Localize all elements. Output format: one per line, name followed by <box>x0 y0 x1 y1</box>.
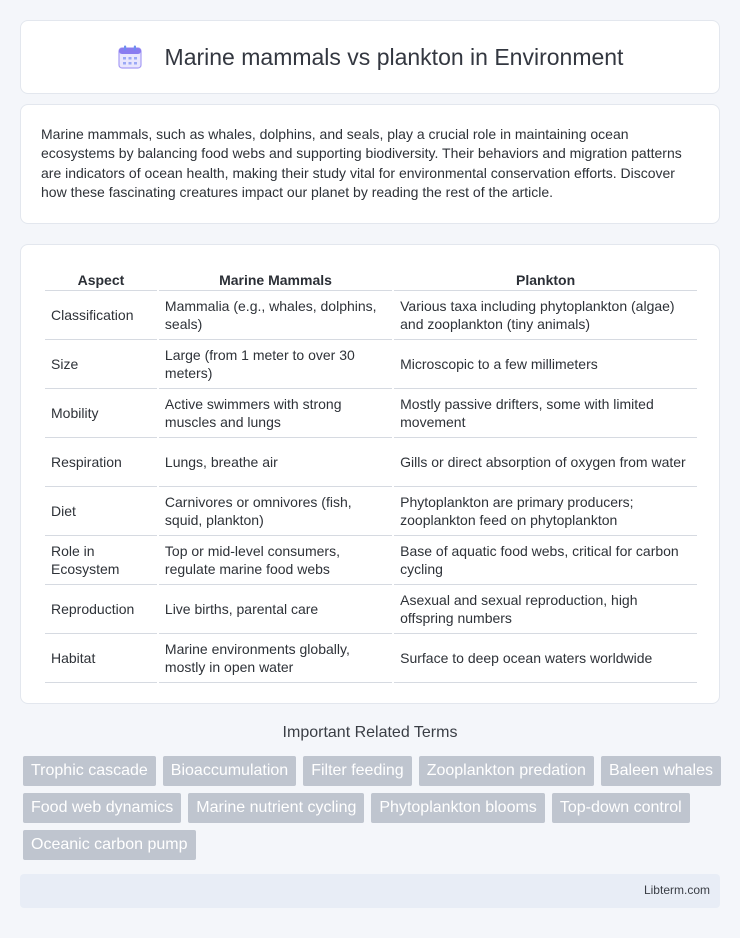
related-term-tag[interactable]: Filter feeding <box>303 756 412 786</box>
table-row <box>45 585 697 634</box>
cell-marine-mammals: Live births, parental care <box>159 585 392 634</box>
footer-site-link[interactable]: Libterm.com <box>643 883 710 897</box>
cell-plankton: Phytoplankton are primary producers; zooplankton feed on phytoplankton <box>394 487 697 536</box>
related-term-tag[interactable]: Top-down control <box>552 793 690 823</box>
related-term-tag[interactable]: Trophic cascade <box>23 756 156 786</box>
cell-aspect: Reproduction <box>45 585 157 634</box>
cell-marine-mammals: Top or mid-level consumers, regulate marine food webs <box>159 536 392 585</box>
intro-card <box>20 104 720 224</box>
cell-aspect: Mobility <box>45 389 157 438</box>
intro-paragraph: Marine mammals, such as whales, dolphins, and seals, play a crucial role in maintaining ocean ecosystems by balancing food webs and supporting biodiversity. Their behaviors and migration patterns are indicators of ocean health, making their study vital for environmental conservation efforts. Discover how these fascinating creatures impact our planet by reading the rest of the article. <box>41 126 682 201</box>
cell-aspect: Size <box>45 340 157 389</box>
table-row <box>45 634 697 683</box>
cell-aspect: Respiration <box>45 438 157 487</box>
header-plankton: Plankton <box>394 265 697 291</box>
related-term-tag[interactable]: Oceanic carbon pump <box>23 830 196 860</box>
related-term-tag[interactable]: Food web dynamics <box>23 793 181 823</box>
cell-plankton: Gills or direct absorption of oxygen from water <box>394 438 697 487</box>
calendar-icon <box>117 44 143 70</box>
table-header-row <box>45 265 697 291</box>
cell-plankton: Asexual and sexual reproduction, high offspring numbers <box>394 585 697 634</box>
comparison-card <box>20 244 720 704</box>
cell-plankton: Base of aquatic food webs, critical for carbon cycling <box>394 536 697 585</box>
related-term-tag[interactable]: Bioaccumulation <box>163 756 296 786</box>
title-card <box>20 20 720 94</box>
table-row <box>45 438 697 487</box>
cell-plankton: Various taxa including phytoplankton (algae) and zooplankton (tiny animals) <box>394 291 697 340</box>
footer <box>20 874 720 908</box>
table-row <box>45 389 697 438</box>
cell-aspect: Diet <box>45 487 157 536</box>
related-term-tag[interactable]: Zooplankton predation <box>419 756 594 786</box>
cell-marine-mammals: Marine environments globally, mostly in open water <box>159 634 392 683</box>
cell-aspect: Classification <box>45 291 157 340</box>
comparison-table <box>43 265 699 683</box>
cell-marine-mammals: Mammalia (e.g., whales, dolphins, seals) <box>159 291 392 340</box>
related-term-tag[interactable]: Phytoplankton blooms <box>371 793 544 823</box>
header-aspect: Aspect <box>45 265 157 291</box>
related-term-tag[interactable]: Baleen whales <box>601 756 721 786</box>
cell-aspect: Habitat <box>45 634 157 683</box>
cell-marine-mammals: Active swimmers with strong muscles and lungs <box>159 389 392 438</box>
table-row <box>45 291 697 340</box>
header-marine-mammals: Marine Mammals <box>159 265 392 291</box>
cell-marine-mammals: Carnivores or omnivores (fish, squid, plankton) <box>159 487 392 536</box>
cell-marine-mammals: Large (from 1 meter to over 30 meters) <box>159 340 392 389</box>
related-terms-list <box>23 756 723 860</box>
cell-plankton: Surface to deep ocean waters worldwide <box>394 634 697 683</box>
cell-plankton: Microscopic to a few millimeters <box>394 340 697 389</box>
related-term-tag[interactable]: Marine nutrient cycling <box>188 793 364 823</box>
cell-aspect: Role in Ecosystem <box>45 536 157 585</box>
related-terms-title: Important Related Terms <box>282 724 458 741</box>
table-row <box>45 340 697 389</box>
cell-marine-mammals: Lungs, breathe air <box>159 438 392 487</box>
table-row <box>45 536 697 585</box>
table-row <box>45 487 697 536</box>
cell-plankton: Mostly passive drifters, some with limited movement <box>394 389 697 438</box>
page-title: Marine mammals vs plankton in Environment <box>164 43 624 70</box>
